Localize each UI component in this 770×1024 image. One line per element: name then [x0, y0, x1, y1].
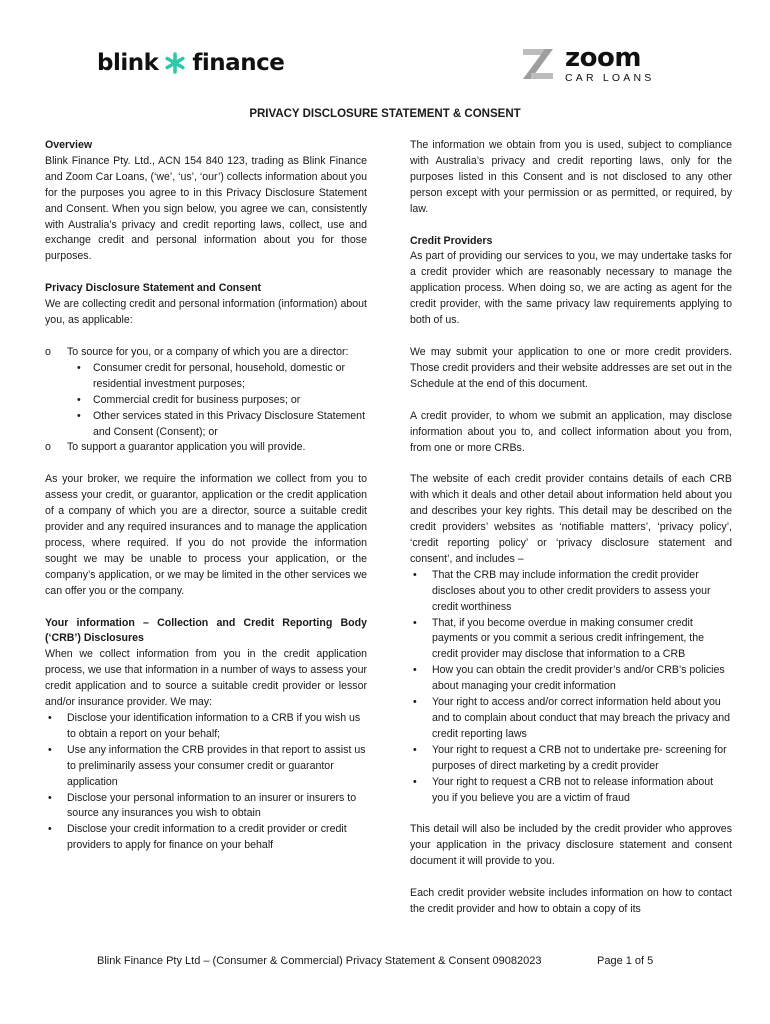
list-item: • Commercial credit for business purposes; or: [67, 393, 367, 409]
pdsc-paragraph: We are collecting credit and personal information (information) about you, as applicable:: [45, 298, 367, 327]
list-item: • Disclose your personal information to an insurer or insurers to source any insurances you wish to obtain: [45, 791, 367, 823]
zoom-car-loans-logo: [521, 45, 654, 84]
rights-list: [410, 568, 732, 807]
car-loans-logo-word: CAR LOANS: [565, 72, 655, 84]
website-paragraph: The website of each credit provider contains details of each CRB with which it deals and other detail about information held about you and describes your key rights. This detail may be described on the credit providers’ websites as ‘notifiable matters’, ‘privacy policy’, ‘credit reporting policy’ or ‘privacy disclosure statement and consent’, and includes –: [410, 473, 732, 565]
intro-paragraph: The information we obtain from you is used, subject to compliance with Australia’s privacy and credit reporting laws, only for the purposes listed in this Consent and is not disclosed to any other person except with your permission or as permitted, or required, by law.: [410, 139, 732, 215]
list-item: [45, 345, 367, 440]
list-item: • Use any information the CRB provides in that report to assist us to preliminarily assess your consumer credit or guarantor application: [45, 743, 367, 791]
zoom-logo-word: zoom: [565, 43, 641, 73]
asterisk-icon: [164, 52, 186, 74]
crb-heading: Your information – Collection and Credit Reporting Body (‘CRB’) Disclosures: [45, 616, 367, 645]
zoom-z-icon: [521, 47, 555, 81]
list-item: • Your right to access and/or correct information held about you and to complain about conduct that may breach the privacy and credit reporting laws: [410, 695, 732, 743]
overview-paragraph: Blink Finance Pty. Ltd., ACN 154 840 123, trading as Blink Finance and Zoom Car Loans, (‘we’, ‘us’, ‘our’) collects information about you for the purposes you agree to in this Privacy Disclosure Statement and Consent. When you sign below, you agree we can, consistently with Australia’s privacy and credit reporting laws, collect, use and exchange credit and personal information about you for those purposes.: [45, 154, 367, 263]
source-list: [45, 345, 367, 456]
document-title: PRIVACY DISCLOSURE STATEMENT & CONSENT: [249, 108, 521, 120]
submit-paragraph: We may submit your application to one or more credit providers. Those credit providers and their website addresses are set out in the Schedule at the end of this document.: [410, 345, 732, 390]
each-provider-paragraph: Each credit provider website includes information on how to contact the credit provider and how to obtain a copy of its: [410, 887, 732, 916]
list-item: • That the CRB may include information the credit provider discloses about you to other credit providers to assess your credit worthiness: [410, 568, 732, 616]
crb-paragraph: When we collect information from you in the credit application process, we use that information in a number of ways to assess your credit application and to source a suitable credit provider or lessor and/or insurance provider. We may:: [45, 648, 367, 709]
footer-page-number: Page 1 of 5: [597, 955, 654, 967]
list-item: • Your right to request a CRB not to release information about you if you believe you are a victim of fraud: [410, 775, 732, 807]
list-item: o To support a guarantor application you will provide.: [45, 440, 367, 456]
credit-providers-heading: Credit Providers: [410, 234, 493, 247]
list-item: • Disclose your credit information to a credit provider or credit providers to apply for finance on your behalf: [45, 822, 367, 854]
disclose-paragraph: A credit provider, to whom we submit an application, may disclose information about you to, and collect information about you from, from one or more CRBs.: [410, 409, 732, 454]
overview-heading: Overview: [45, 139, 93, 151]
list-item: • Your right to request a CRB not to undertake pre- screening for purposes of direct marketing by a credit provider: [410, 743, 732, 775]
pdsc-heading: Privacy Disclosure Statement and Consent: [45, 282, 262, 295]
left-column: [45, 138, 367, 854]
list-item: • Consumer credit for personal, household, domestic or residential investment purposes;: [67, 361, 367, 393]
footer-document-reference: Blink Finance Pty Ltd – (Consumer & Commercial) Privacy Statement & Consent 09082023: [97, 955, 542, 967]
blink-logo-word: blink: [97, 50, 159, 76]
source-item-text: To source for you, or a company of which you are a director:: [67, 345, 349, 358]
broker-paragraph: As your broker, we require the information we collect from you to assess your credit, or guarantor, application or the credit application of a company of which you are a director, source a suitable credit provider and any required insurances and to manage the application process, where required. If you do not provide the information sought we may be unable to process your application, or the company’s application, or we may be limited in the other services we can offer you or the company.: [45, 473, 367, 597]
credit-providers-paragraph: As part of providing our services to you, we may undertake tasks for a credit provider which are reasonably necessary to manage the application process. When doing so, we are acting as agent for the credit provider, with the same privacy law requirements applying to both of us.: [410, 250, 732, 327]
finance-logo-word: finance: [192, 50, 285, 76]
list-item: • Disclose your identification information to a CRB if you wish us to obtain a report on your behalf;: [45, 711, 367, 743]
detail-paragraph: This detail will also be included by the credit provider who approves your application in the privacy disclosure statement and consent document it will provide to you.: [410, 823, 732, 868]
list-item: • How you can obtain the credit provider’s and/or CRB’s policies about managing your credit information: [410, 663, 732, 695]
list-item: • That, if you become overdue in making consumer credit payments or you commit a serious credit infringement, the credit provider may disclose that information to a CRB: [410, 616, 732, 664]
source-sublist: [67, 361, 367, 441]
crb-list: [45, 711, 367, 854]
blink-finance-logo: [97, 50, 284, 76]
right-column: [410, 138, 732, 918]
list-item: • Other services stated in this Privacy Disclosure Statement and Consent (Consent); or: [67, 409, 367, 441]
